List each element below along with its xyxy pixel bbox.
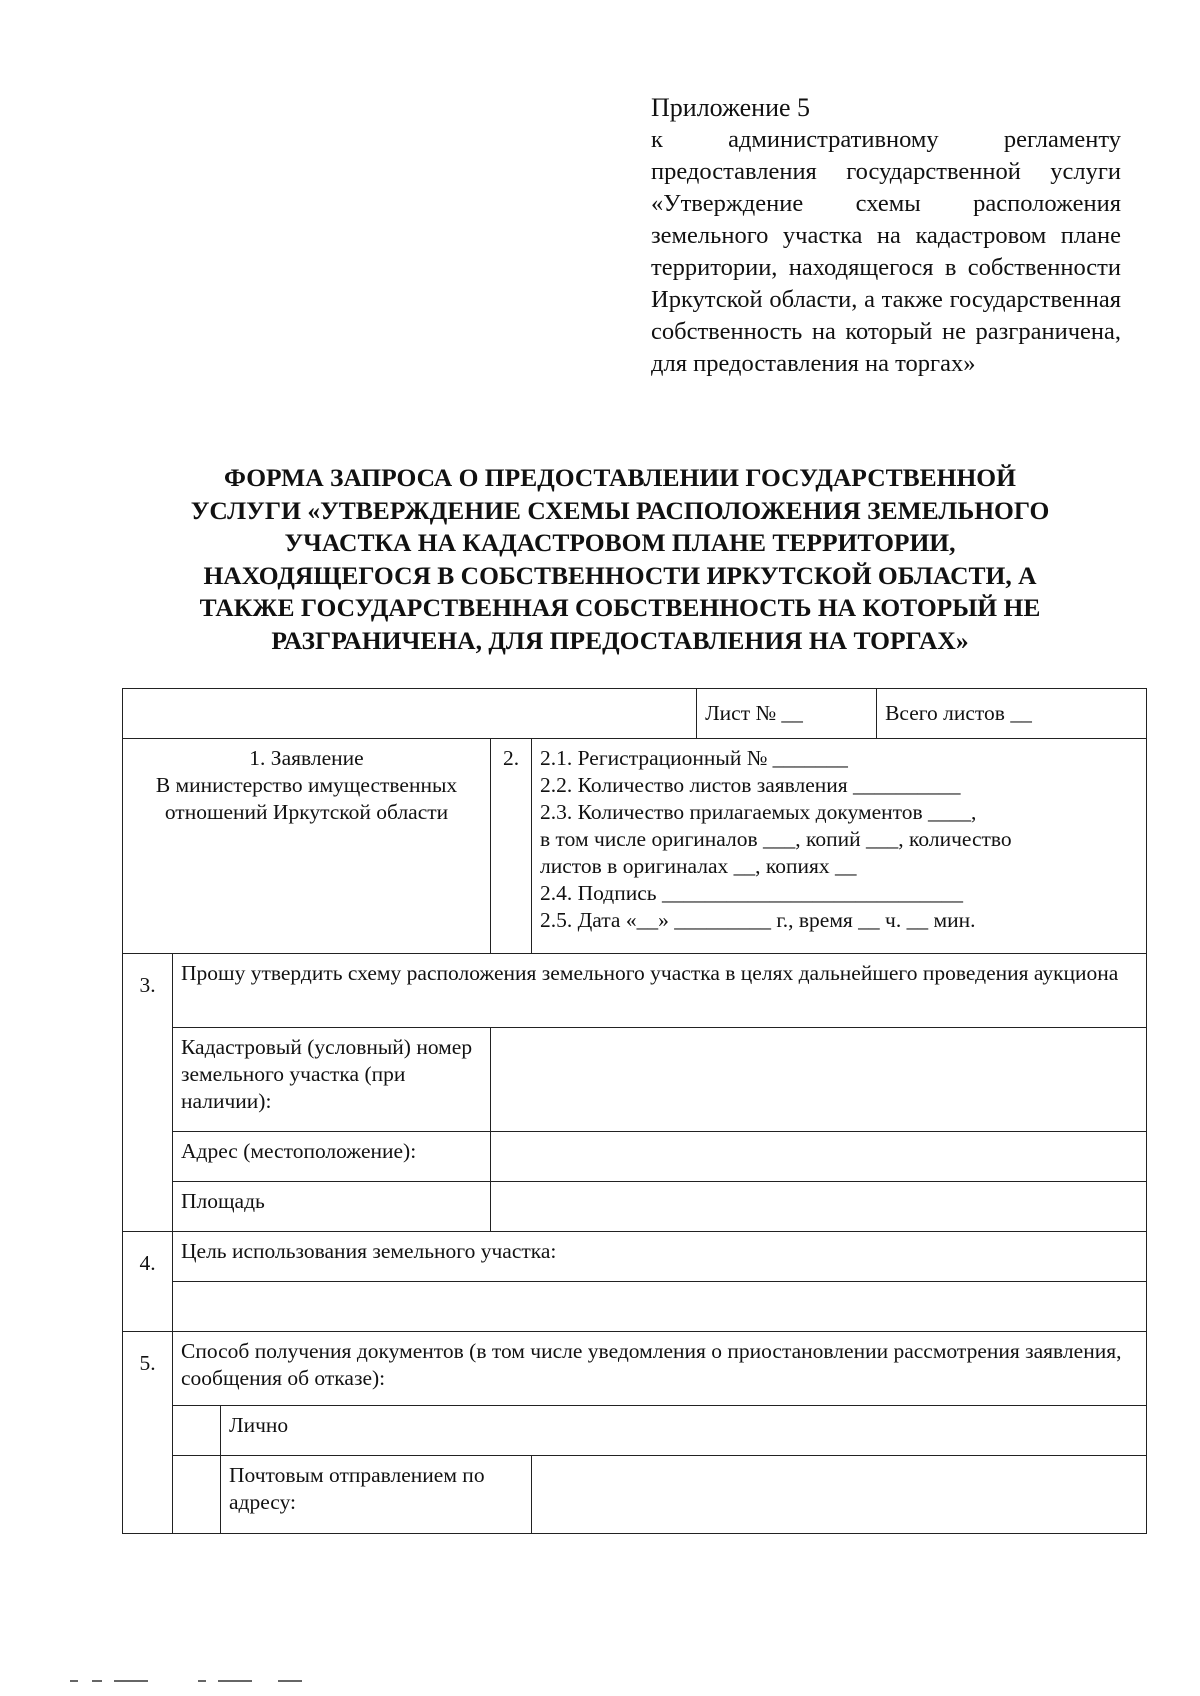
form-title: [120, 462, 1120, 657]
request-form-table: [122, 688, 1147, 1534]
address-label: Адрес (местоположение):: [173, 1132, 491, 1182]
section-1-recipient-cont: отношений Иркутской области: [164, 800, 449, 824]
signature-line[interactable]: 2.4. Подпись ____________________________: [540, 881, 963, 905]
scan-mark: [198, 1680, 206, 1682]
header-empty-cell: [123, 689, 697, 739]
scan-mark: [278, 1680, 302, 1682]
purpose-field[interactable]: [173, 1282, 1147, 1332]
mail-checkbox[interactable]: [173, 1456, 221, 1534]
section-1-recipient: В министерство имущественных: [155, 773, 458, 797]
scan-mark: [70, 1680, 78, 1682]
cadastral-number-field[interactable]: [491, 1028, 1147, 1132]
form-title-line: УСЛУГИ «УТВЕРЖДЕНИЕ СХЕМЫ РАСПОЛОЖЕНИЯ ЗЕМЕЛЬНОГО: [190, 495, 1050, 525]
form-title-line: ФОРМА ЗАПРОСА О ПРЕДОСТАВЛЕНИИ ГОСУДАРСТВЕННОЙ: [224, 463, 1016, 492]
purpose-label: Цель использования земельного участка:: [173, 1232, 1147, 1282]
form-title-line: РАЗГРАНИЧЕНА, ДЛЯ ПРЕДОСТАВЛЕНИЯ НА ТОРГАХ»: [271, 625, 969, 655]
sheet-number[interactable]: Лист № __: [697, 689, 877, 739]
cadastral-number-label: Кадастровый (условный) номер земельного участка (при наличии):: [173, 1028, 491, 1132]
registration-number[interactable]: 2.1. Регистрационный № _______: [540, 746, 848, 770]
address-field[interactable]: [491, 1132, 1147, 1182]
area-label: Площадь: [173, 1182, 491, 1232]
originals-copies-count[interactable]: в том числе оригиналов ___, копий ___, количество: [540, 827, 1012, 851]
personal-checkbox[interactable]: [173, 1406, 221, 1456]
attached-documents-count[interactable]: 2.3. Количество прилагаемых документов ____,: [540, 800, 977, 824]
form-title-line: УЧАСТКА НА КАДАСТРОВОМ ПЛАНЕ ТЕРРИТОРИИ,: [284, 528, 956, 557]
section-3-request: Прошу утвердить схему расположения земельного участка в целях дальнейшего проведения аукциона: [173, 954, 1147, 1028]
section-4-number: 4.: [123, 1232, 173, 1332]
section-2-number: 2.: [491, 739, 532, 954]
scan-mark: [114, 1680, 148, 1682]
date-time-line[interactable]: 2.5. Дата «__» _________ г., время __ ч. __ мин.: [540, 908, 976, 932]
mail-address-field[interactable]: [532, 1456, 1147, 1534]
form-title-line: ТАКЖЕ ГОСУДАРСТВЕННАЯ СОБСТВЕННОСТЬ НА КОТОРЫЙ НЕ: [199, 593, 1041, 622]
application-sheets-count[interactable]: 2.2. Количество листов заявления __________: [540, 773, 961, 797]
appendix-block: [651, 92, 1121, 380]
total-sheets[interactable]: Всего листов __: [877, 689, 1147, 739]
section-1-heading: 1. Заявление: [249, 746, 364, 770]
option-mail: Почтовым отправлением по адресу:: [221, 1456, 532, 1534]
appendix-title: Приложение 5: [651, 93, 811, 122]
delivery-method-label: Способ получения документов (в том числе уведомления о приостановлении рассмотрения заявления, сообщения об отказе):: [173, 1332, 1147, 1406]
form-title-line: НАХОДЯЩЕГОСЯ В СОБСТВЕННОСТИ ИРКУТСКОЙ ОБЛАСТИ, А: [203, 560, 1037, 590]
section-2-cell: [532, 739, 1147, 954]
scan-mark: [218, 1680, 252, 1682]
originals-copies-sheets[interactable]: листов в оригиналах __, копиях __: [540, 854, 857, 878]
scan-mark: [92, 1680, 102, 1682]
appendix-text: к административному регламенту предоставления государственной услуги «Утверждение схемы расположения земельного участка на кадастровом плане территории, находящегося в собственности Иркутской области, а также государственная собственность на который не разграничена, для предоставления на торгах»: [651, 126, 1121, 377]
section-3-number: 3.: [123, 954, 173, 1232]
section-5-number: 5.: [123, 1332, 173, 1534]
section-1-cell: [123, 739, 491, 954]
area-field[interactable]: [491, 1182, 1147, 1232]
scan-artifacts: [70, 1680, 310, 1682]
option-personal: Лично: [221, 1406, 1147, 1456]
